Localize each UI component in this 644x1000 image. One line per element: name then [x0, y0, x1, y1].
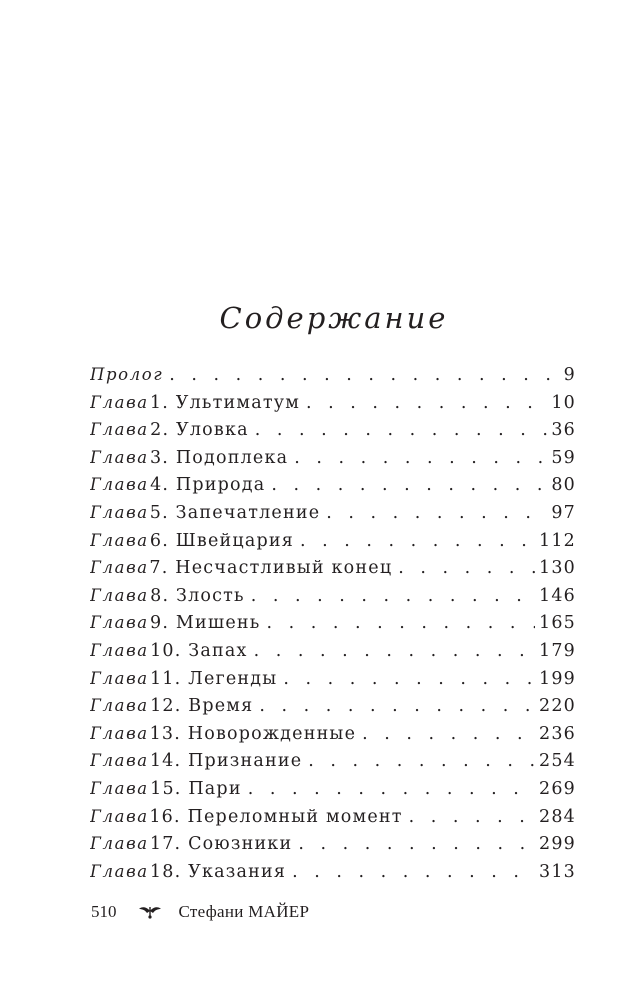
toc-entry-title: 18. Указания — [149, 861, 287, 882]
toc-entry — [90, 747, 576, 775]
toc-dot-leader — [392, 555, 535, 582]
page-title: Содержание — [219, 301, 449, 335]
toc-entry-page: 97 — [551, 502, 576, 523]
toc-entry-page: 254 — [538, 751, 576, 772]
toc-dot-leader — [292, 831, 535, 858]
toc-entry — [90, 858, 576, 886]
toc-dot-leader — [286, 859, 535, 886]
toc-dot-leader — [288, 445, 547, 472]
toc-entry-label: Глава — [90, 558, 149, 578]
toc-entry-title: 12. Время — [150, 696, 254, 717]
toc-entry-page: 112 — [538, 530, 576, 551]
toc-dot-leader — [403, 804, 535, 831]
toc-dot-leader — [320, 500, 547, 527]
toc-entry-title: 15. Пари — [150, 778, 242, 799]
toc-entry — [90, 609, 576, 637]
toc-entry-label: Глава — [90, 834, 149, 854]
fleuron-icon — [137, 904, 163, 920]
toc-entry — [90, 361, 576, 389]
toc-entry-page: 220 — [538, 696, 576, 717]
toc-entry-title: 9. Мишень — [150, 613, 261, 634]
toc-entry-page: 236 — [538, 723, 576, 744]
toc-entry-page: 284 — [538, 806, 576, 827]
toc-entry-label: Пролог — [90, 365, 164, 384]
toc-entry — [90, 692, 576, 720]
toc-entry-label: Глава — [90, 861, 149, 881]
toc-entry — [90, 444, 576, 472]
toc-entry-label: Глава — [90, 723, 149, 743]
toc-entry-page: 130 — [538, 558, 576, 579]
toc-dot-leader — [356, 721, 535, 748]
toc-entry-page: 179 — [538, 640, 576, 661]
toc-entry-label: Глава — [90, 778, 149, 798]
toc-dot-leader — [300, 390, 547, 417]
toc-dot-leader — [253, 693, 535, 720]
page-footer — [91, 897, 309, 927]
toc-entry-label: Глава — [90, 640, 149, 660]
toc-entry-title: 11. Легенды — [149, 668, 278, 689]
toc-entry-title: 3. Подоплека — [149, 447, 289, 468]
toc-entry — [90, 554, 576, 582]
toc-entry — [90, 389, 576, 417]
toc-dot-leader — [242, 776, 535, 803]
toc-entry-title: 8. Злость — [150, 585, 245, 606]
toc-entry-page: 59 — [551, 447, 576, 468]
toc-entry — [90, 637, 576, 665]
toc-entry-title: 10. Запах — [150, 640, 248, 661]
toc-entry-label: Глава — [90, 420, 149, 440]
toc-dot-leader — [248, 638, 535, 665]
toc-entry-label: Глава — [90, 613, 149, 633]
toc-entry-label: Глава — [90, 751, 149, 771]
toc-dot-leader — [163, 362, 559, 389]
toc-entry-page: 313 — [538, 861, 576, 882]
toc-entry — [90, 803, 576, 831]
author-name: Стефани МАЙЕР — [178, 902, 310, 921]
toc-dot-leader — [277, 666, 535, 693]
toc-entry-label: Глава — [90, 696, 149, 716]
toc-entry-title: 5. Запечатление — [149, 502, 321, 523]
toc-entry — [90, 720, 576, 748]
toc-entry-page: 269 — [538, 778, 576, 799]
toc-entry — [90, 830, 576, 858]
toc-entry-label: Глава — [90, 585, 149, 605]
toc-entry-page: 146 — [538, 585, 576, 606]
toc-dot-leader — [294, 528, 535, 555]
toc-entry-label: Глава — [90, 668, 149, 688]
toc-entry-title: 2. Уловка — [150, 420, 249, 441]
toc-entry — [90, 775, 576, 803]
toc-entry-label: Глава — [90, 447, 149, 467]
toc-entry-label: Глава — [90, 806, 149, 826]
toc-dot-leader — [249, 417, 548, 444]
toc-entry-page: 199 — [538, 668, 576, 689]
toc-entry — [90, 527, 576, 555]
toc-dot-leader — [302, 748, 535, 775]
toc-entry-label: Глава — [90, 392, 149, 412]
toc-entry-title: 4. Природа — [150, 475, 266, 496]
toc-entry-page: 299 — [538, 834, 576, 855]
table-of-contents — [90, 361, 576, 885]
toc-entry — [90, 582, 576, 610]
toc-entry-title: 16. Переломный момент — [149, 806, 403, 827]
toc-entry-title: 7. Несчастливый конец — [149, 558, 393, 579]
toc-entry-page: 36 — [551, 420, 576, 441]
toc-entry-page: 165 — [538, 613, 576, 634]
toc-entry-page: 10 — [551, 392, 576, 413]
toc-entry-title: 6. Швейцария — [149, 530, 294, 551]
toc-entry-label: Глава — [90, 475, 149, 495]
toc-entry — [90, 499, 576, 527]
toc-entry-page: 9 — [563, 365, 576, 385]
toc-entry — [90, 416, 576, 444]
toc-dot-leader — [265, 472, 547, 499]
toc-entry-page: 80 — [551, 475, 576, 496]
toc-entry — [90, 665, 576, 693]
toc-entry-title: 14. Признание — [149, 751, 303, 772]
toc-dot-leader — [261, 610, 535, 637]
toc-entry-title: 17. Союзники — [149, 834, 293, 855]
toc-dot-leader — [245, 583, 535, 610]
toc-entry-title: 13. Новорожденные — [149, 723, 357, 744]
toc-entry-label: Глава — [90, 530, 149, 550]
page-number: 510 — [91, 902, 117, 921]
toc-entry-title: 1. Ультиматум — [149, 392, 301, 413]
toc-entry-label: Глава — [90, 502, 149, 522]
toc-entry — [90, 471, 576, 499]
